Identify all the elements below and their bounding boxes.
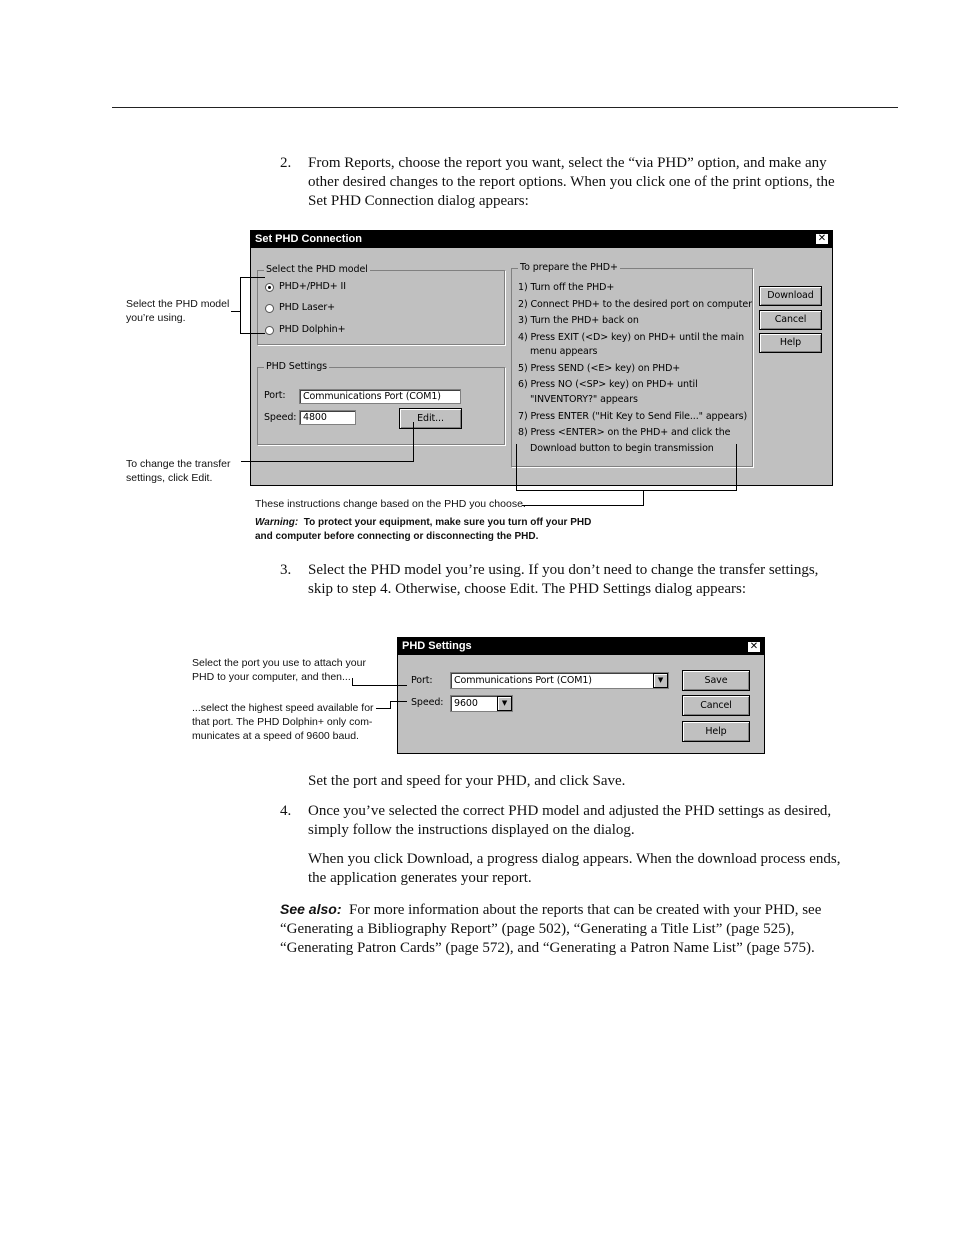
callout-speed-line2: that port. The PHD Dolphin+ only com-: [192, 716, 373, 728]
callout-port-line2: PHD to your computer, and then...: [192, 671, 351, 683]
close-icon[interactable]: ✕: [815, 233, 829, 245]
radio-phd-plus-label: PHD+/PHD+ II: [279, 281, 346, 292]
instructions-group-label: To prepare the PHD+: [520, 262, 618, 273]
radio-phd-dolphin[interactable]: [265, 326, 274, 335]
see-also-text: For more information about the reports that can be created with your PHD, see “Generating a Bibliography Report” (page 502), “Generating a Title List” (page 525), “Generating Patron Cards” (page 572), and “Generating a Patron Name List” (page 575).: [280, 902, 822, 956]
callout-line: [522, 505, 644, 506]
instruction-step: 2) Connect PHD+ to the desired port on computer: [518, 299, 752, 310]
instruction-step: 1) Turn off the PHD+: [518, 282, 615, 293]
instruction-step: 8) Press <ENTER> on the PHD+ and click the: [518, 427, 731, 438]
edit-button[interactable]: Edit...: [399, 408, 462, 429]
phd-settings-group: [257, 361, 505, 445]
dialog-title: PHD Settings: [398, 638, 764, 655]
radio-phd-laser-label: PHD Laser+: [279, 302, 335, 313]
step-4-number: 4.: [280, 803, 292, 819]
callout-line: [240, 277, 265, 278]
instruction-step: 4) Press EXIT (<D> key) on PHD+ until the main: [518, 332, 745, 343]
close-icon[interactable]: ✕: [747, 641, 761, 653]
callout-port-line1: Select the port you use to attach your: [192, 657, 366, 669]
cancel-button[interactable]: Cancel: [759, 310, 822, 330]
callout-line: [390, 701, 391, 709]
callout-line: [376, 708, 391, 709]
step-4-text: Once you’ve selected the correct PHD model and adjusted the PHD settings as desired, simply follow the instructions displayed on the dialog.: [308, 803, 832, 838]
see-also-label: See also:: [280, 901, 342, 917]
callout-edit: [126, 457, 246, 485]
callout-line: [390, 701, 407, 702]
set-phd-connection-dialog: [250, 230, 833, 486]
callout-speed-line1: ...select the highest speed available for: [192, 702, 374, 714]
radio-phd-plus[interactable]: [265, 283, 274, 292]
chevron-down-icon[interactable]: ▼: [653, 673, 668, 688]
callout-line: [240, 277, 241, 334]
step-4-followup: When you click Download, a progress dialog appears. When the download process ends, the application generates your report.: [308, 851, 841, 886]
callout-line: [516, 444, 517, 491]
callout-edit-line1: To change the transfer: [126, 458, 231, 470]
step-2-number: 2.: [280, 155, 292, 171]
header-rule: [112, 107, 898, 108]
callout-line: [736, 444, 737, 491]
warning-note: [255, 516, 655, 544]
phd-model-group: [257, 264, 505, 345]
set-port-text: Set the port and speed for your PHD, and click Save.: [308, 773, 626, 789]
step-3-number: 3.: [280, 562, 292, 578]
save-button[interactable]: Save: [682, 670, 750, 691]
callout-line: [231, 311, 240, 312]
callout-speed-line3: municates at a speed of 9600 baud.: [192, 730, 359, 742]
callout-model-line1: Select the PHD model: [126, 298, 230, 310]
warning-text1: To protect your equipment, make sure you turn off your PHD: [303, 517, 592, 528]
step-2-text: From Reports, choose the report you want, select the “via PHD” option, and make any other desired changes to the report options. When you click one of the print options, the Set PHD Connection dialog appears:: [308, 155, 835, 209]
instruction-step: 3) Turn the PHD+ back on: [518, 315, 639, 326]
download-button[interactable]: Download: [759, 286, 822, 306]
help-button[interactable]: Help: [759, 333, 822, 353]
dialog-title: Set PHD Connection: [251, 231, 832, 248]
callout-line: [352, 685, 407, 686]
see-also-paragraph: [280, 900, 840, 958]
port-select[interactable]: Communications Port (COM1): [450, 672, 669, 689]
instruction-step: Download button to begin transmission: [530, 443, 714, 454]
callout-instructions: These instructions change based on the PHD you choose.: [255, 498, 526, 510]
callout-line: [516, 490, 737, 491]
step-3-text: Select the PHD model you’re using. If you don’t need to change the transfer settings, skip to step 4. Otherwise, choose Edit. The PHD Settings dialog appears:: [308, 562, 819, 597]
instruction-step: menu appears: [530, 346, 598, 357]
instruction-step: "INVENTORY?" appears: [530, 394, 638, 405]
phd-settings-group-label: PHD Settings: [266, 361, 327, 372]
callout-port: [192, 656, 382, 684]
phd-settings-dialog: [397, 637, 765, 754]
chevron-down-icon[interactable]: ▼: [497, 696, 512, 711]
radio-phd-laser[interactable]: [265, 304, 274, 313]
callout-model-line2: you’re using.: [126, 312, 186, 324]
radio-phd-dolphin-label: PHD Dolphin+: [279, 324, 346, 335]
callout-line: [240, 333, 265, 334]
callout-speed: [192, 701, 382, 743]
instruction-step: 6) Press NO (<SP> key) on PHD+ until: [518, 379, 698, 390]
callout-line: [413, 422, 414, 462]
warning-label: Warning:: [255, 517, 299, 528]
port-field: Communications Port (COM1): [299, 389, 461, 404]
speed-select[interactable]: 9600: [450, 695, 513, 712]
speed-field: 4800: [299, 410, 356, 425]
speed-label: Speed:: [411, 697, 444, 708]
speed-label: Speed:: [264, 412, 297, 423]
phd-model-group-label: Select the PHD model: [266, 264, 368, 275]
instruction-step: 5) Press SEND (<E> key) on PHD+: [518, 363, 681, 374]
callout-model: [126, 297, 236, 325]
callout-line: [241, 461, 414, 462]
warning-line1: [255, 516, 655, 530]
port-label: Port:: [264, 390, 286, 401]
help-button[interactable]: Help: [682, 721, 750, 742]
instruction-step: 7) Press ENTER ("Hit Key to Send File..." appears): [518, 411, 748, 422]
cancel-button[interactable]: Cancel: [682, 695, 750, 716]
callout-line: [643, 490, 644, 506]
port-label: Port:: [411, 675, 433, 686]
callout-edit-line2: settings, click Edit.: [126, 472, 213, 484]
warning-line2: and computer before connecting or disconnecting the PHD.: [255, 531, 539, 542]
instructions-group: [511, 262, 753, 467]
